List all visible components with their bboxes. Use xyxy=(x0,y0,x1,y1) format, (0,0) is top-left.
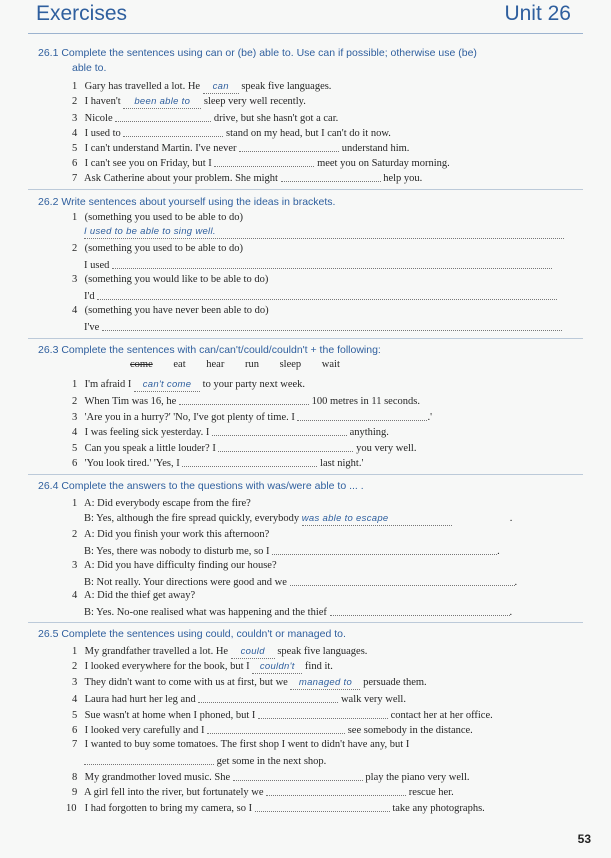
section-divider xyxy=(28,622,583,623)
ex261-item-2: 2 I haven't been able to sleep very well recently. xyxy=(72,96,306,107)
ex261-blank-3[interactable] xyxy=(115,111,211,122)
word-sleep: sleep xyxy=(279,359,302,370)
word-hear: hear xyxy=(206,359,225,370)
ex261-blank-7[interactable] xyxy=(281,171,381,182)
ex263-instruction: 26.3 Complete the sentences with can/can't/could/couldn't + the following: xyxy=(38,344,381,356)
ex265-blank-8[interactable] xyxy=(233,770,363,781)
ex265-answer-1[interactable]: could xyxy=(231,645,275,659)
ex265-item-10: 10 I had forgotten to bring my camera, so I take any photographs. xyxy=(66,803,485,814)
ex262-item-3: 3 (something you would like to be able to do) xyxy=(72,274,269,285)
ex262-instruction: 26.2 Write sentences about yourself using the ideas in brackets. xyxy=(38,196,336,208)
ex261-answer-2[interactable]: been able to xyxy=(123,95,201,109)
ex261-instruction-1: 26.1 Complete the sentences using can or (be) able to. Use can if possible; otherwise use (be) xyxy=(38,47,477,59)
ex265-item-5: 5 Sue wasn't at home when I phoned, but I contact her at her office. xyxy=(72,710,493,721)
ex263-blank-6[interactable] xyxy=(182,456,317,467)
ex264-q3: 3 A: Did you have difficulty finding our house? xyxy=(72,560,277,571)
ex264-blank-3[interactable] xyxy=(290,575,515,586)
ex261-item-1: 1 Gary has travelled a lot. He can speak five languages. xyxy=(72,81,332,92)
ex265-item-7-cont: get some in the next shop. xyxy=(84,753,573,766)
ex265-blank-4[interactable] xyxy=(198,692,338,703)
page-number: 53 xyxy=(577,832,591,846)
ex264-q1: 1 A: Did everybody escape from the fire? xyxy=(72,498,251,509)
ex265-item-7: 7 I wanted to buy some tomatoes. The first shop I went to didn't have any, but I xyxy=(72,739,410,750)
ex264-a2: B: Yes, there was nobody to disturb me, so I . xyxy=(84,546,500,557)
exercises-title: Exercises xyxy=(36,2,128,25)
ex262-answer-3-line: I'd xyxy=(84,288,573,301)
ex265-blank-5[interactable] xyxy=(258,708,388,719)
ex264-q4: 4 A: Did the thief get away? xyxy=(72,590,196,601)
word-come: come xyxy=(130,359,153,370)
ex261-item-6: 6 I can't see you on Friday, but I meet you on Saturday morning. xyxy=(72,158,450,169)
ex263-blank-4[interactable] xyxy=(212,425,347,436)
ex264-a3: B: Not really. Your directions were good and we . xyxy=(84,577,518,588)
ex265-item-8: 8 My grandmother loved music. She play the piano very well. xyxy=(72,772,470,783)
word-run: run xyxy=(244,359,259,370)
ex262-blank-2[interactable] xyxy=(112,258,552,269)
ex263-blank-3[interactable] xyxy=(297,410,427,421)
ex264-blank-4[interactable] xyxy=(330,605,510,616)
ex262-answer-1[interactable]: I used to be able to sing well. xyxy=(84,225,564,239)
ex264-a4: B: Yes. No-one realised what was happening and the thief . xyxy=(84,607,513,618)
ex262-answer-2-line: I used xyxy=(84,257,573,270)
ex262-blank-4[interactable] xyxy=(102,320,562,331)
ex265-item-4: 4 Laura had hurt her leg and walk very well. xyxy=(72,694,406,705)
ex265-item-6: 6 I looked very carefully and I see somebody in the distance. xyxy=(72,725,473,736)
ex265-answer-2[interactable]: couldn't xyxy=(252,660,302,674)
word-wait: wait xyxy=(321,359,340,370)
ex262-item-1: 1 (something you used to be able to do) xyxy=(72,212,243,223)
ex261-blank-4[interactable] xyxy=(123,126,223,137)
ex265-item-1: 1 My grandfather travelled a lot. He could speak five languages. xyxy=(72,646,368,657)
section-divider xyxy=(28,474,583,475)
ex265-blank-6[interactable] xyxy=(207,723,345,734)
ex263-item-3: 3 'Are you in a hurry?' 'No, I've got plenty of time. I .' xyxy=(72,412,433,423)
ex264-instruction: 26.4 Complete the answers to the questions with was/were able to ... . xyxy=(38,480,364,492)
ex263-blank-2[interactable] xyxy=(179,394,309,405)
ex262-blank-3[interactable] xyxy=(97,289,557,300)
ex261-item-7: 7 Ask Catherine about your problem. She might help you. xyxy=(72,173,423,184)
ex263-answer-1[interactable]: can't come xyxy=(134,378,200,392)
ex264-q2: 2 A: Did you finish your work this afternoon? xyxy=(72,529,270,540)
ex265-blank-7[interactable] xyxy=(84,754,214,765)
word-eat: eat xyxy=(173,359,186,370)
ex263-item-5: 5 Can you speak a little louder? I you very well. xyxy=(72,443,417,454)
header-rule xyxy=(28,33,583,34)
ex263-item-2: 2 When Tim was 16, he 100 metres in 11 seconds. xyxy=(72,396,420,407)
ex261-item-3: 3 Nicole drive, but she hasn't got a car. xyxy=(72,113,339,124)
ex263-item-4: 4 I was feeling sick yesterday. I anything. xyxy=(72,427,389,438)
ex262-answer-1-line xyxy=(84,225,573,238)
ex265-item-3: 3 They didn't want to come with us at first, but we managed to persuade them. xyxy=(72,677,427,688)
ex262-item-2: 2 (something you used to be able to do) xyxy=(72,243,243,254)
ex265-item-9: 9 A girl fell into the river, but fortunately we rescue her. xyxy=(72,787,454,798)
section-divider xyxy=(28,189,583,190)
ex261-item-4: 4 I used to stand on my head, but I can't do it now. xyxy=(72,128,391,139)
ex263-blank-5[interactable] xyxy=(218,441,353,452)
ex265-instruction: 26.5 Complete the sentences using could, couldn't or managed to. xyxy=(38,628,346,640)
ex264-a1: B: Yes, although the fire spread quickly, everybody was able to escape . xyxy=(84,513,513,524)
ex261-answer-1[interactable]: can xyxy=(203,80,239,94)
ex265-item-2: 2 I looked everywhere for the book, but I couldn't find it. xyxy=(72,661,333,672)
ex261-item-5: 5 I can't understand Martin. I've never understand him. xyxy=(72,143,410,154)
ex262-answer-4-line: I've xyxy=(84,319,573,332)
unit-title: Unit 26 xyxy=(504,2,571,25)
ex265-blank-9[interactable] xyxy=(266,785,406,796)
ex261-blank-5[interactable] xyxy=(239,141,339,152)
ex261-blank-6[interactable] xyxy=(214,156,314,167)
ex264-answer-1[interactable]: was able to escape xyxy=(302,512,452,526)
ex265-answer-3[interactable]: managed to xyxy=(290,676,360,690)
ex261-instruction-2: able to. xyxy=(72,62,107,74)
ex263-item-1: 1 I'm afraid I can't come to your party next week. xyxy=(72,379,306,390)
ex263-item-6: 6 'You look tired.' 'Yes, I last night.' xyxy=(72,458,364,469)
ex263-word-box xyxy=(130,359,358,370)
ex262-item-4: 4 (something you have never been able to do) xyxy=(72,305,269,316)
section-divider xyxy=(28,338,583,339)
ex264-blank-2[interactable] xyxy=(272,544,497,555)
ex265-blank-10[interactable] xyxy=(255,801,390,812)
